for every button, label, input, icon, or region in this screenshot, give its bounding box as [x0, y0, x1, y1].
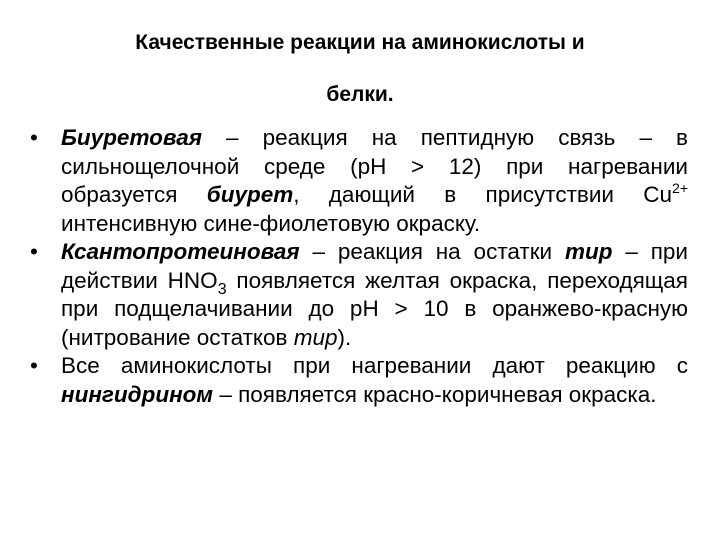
biuret-text-3: интенсивную сине-фиолетовую окраску. — [61, 210, 481, 236]
tyrosine-term-1: тир — [564, 239, 613, 264]
bullet-item-biuret — [30, 124, 688, 238]
xantho-text-2: – при действии HNO — [61, 239, 688, 293]
title-line-1: Качественные реакции на аминокислоты и — [135, 31, 585, 54]
xantho-text-1: – реакция на остатки — [299, 239, 565, 264]
nitric-acid-subscript: 3 — [217, 280, 227, 298]
term-xanthoprotein-reaction: Ксантопротеиновая — [61, 239, 300, 264]
tyrosine-term-2: тир — [293, 324, 338, 350]
title-line-2: белки. — [326, 83, 394, 106]
ninhydrin-text-2: – появляется красно-коричневая окраска. — [213, 381, 657, 407]
reagent-ninhydrin: нингидрином — [61, 381, 214, 407]
ion-charge-superscript: 2+ — [672, 180, 688, 196]
bullet-dot-icon: • — [30, 125, 38, 150]
bullet-dot-icon: • — [30, 239, 38, 264]
slide-title — [0, 30, 720, 108]
bullet-list — [30, 124, 688, 409]
bullet-item-xanthoprotein — [30, 238, 688, 352]
bullet-dot-icon: • — [30, 353, 38, 378]
biuret-text-1: – реакция на пептидную связь – в сильнощелочной среде (рН > 12) при нагревании образуется — [61, 125, 688, 207]
bullet-item-ninhydrin — [30, 352, 688, 409]
biuret-text-2: , дающий в присутствии Cu — [293, 182, 673, 207]
product-biuret: биурет — [206, 182, 294, 207]
xantho-text-3: появляется желтая окраска, переходящая при подщелачивании до рН > 10 в оранжево-красную (нитрование остатков — [61, 267, 688, 350]
term-biuret-reaction: Биуретовая — [61, 125, 202, 150]
ninhydrin-text-1: Все аминокислоты при нагревании дают реакцию с — [61, 353, 688, 378]
xantho-text-4: ). — [337, 324, 352, 350]
